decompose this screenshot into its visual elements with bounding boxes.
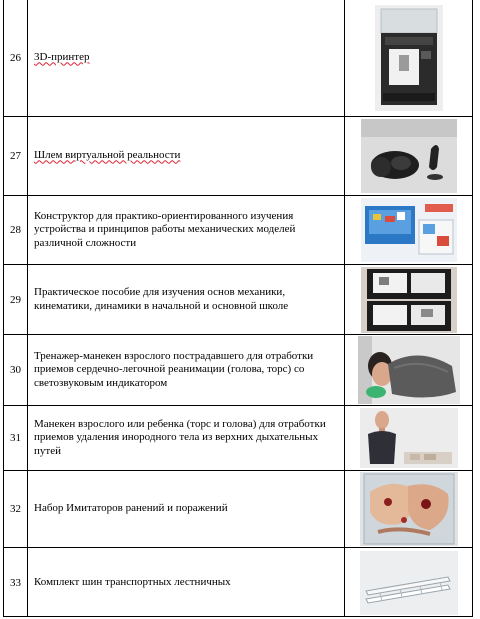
row-name: Манекен взрослого или ребенка (торс и голова) для отработки приемов удаления инородного тела из верхних дыхательных путей (28, 406, 345, 470)
cpr-manikin-photo (345, 335, 472, 405)
row-name: Конструктор для практико-ориентированного изучения устройства и принципов работы механических моделей различной сложности (28, 196, 345, 264)
row-name: Набор Имитаторов ранений и поражений (28, 471, 345, 547)
vr-headset-photo (345, 117, 472, 195)
construction-kit-photo (345, 196, 472, 264)
row-name: 3D-принтер (28, 0, 345, 116)
table-row (4, 334, 472, 405)
row-number: 33 (4, 548, 28, 617)
table-row (4, 0, 472, 116)
table-row (4, 547, 472, 617)
equipment-table (3, 0, 473, 617)
table-row (4, 116, 472, 195)
table-row (4, 195, 472, 264)
row-name: Шлем виртуальной реальности (28, 117, 345, 195)
row-name: Практическое пособие для изучения основ механики, кинематики, динамики в начальной и основной школе (28, 265, 345, 334)
row-number: 28 (4, 196, 28, 264)
3d-printer-photo (345, 0, 472, 116)
table-row (4, 470, 472, 547)
row-number: 31 (4, 406, 28, 470)
table-row (4, 405, 472, 470)
row-number: 29 (4, 265, 28, 334)
row-name: Тренажер-манекен взрослого пострадавшего для отработки приемов сердечно-легочной реанимации (голова, торс) со светозвуковым индикатором (28, 335, 345, 405)
row-number: 32 (4, 471, 28, 547)
row-number: 30 (4, 335, 28, 405)
ladder-splints-photo (345, 548, 472, 617)
choking-manikin-photo (345, 406, 472, 470)
mechanics-kit-photo (345, 265, 472, 334)
wound-simulators-photo (345, 471, 472, 547)
row-name: Комплект шин транспортных лестничных (28, 548, 345, 617)
row-number: 27 (4, 117, 28, 195)
table-row (4, 264, 472, 334)
row-number: 26 (4, 0, 28, 116)
